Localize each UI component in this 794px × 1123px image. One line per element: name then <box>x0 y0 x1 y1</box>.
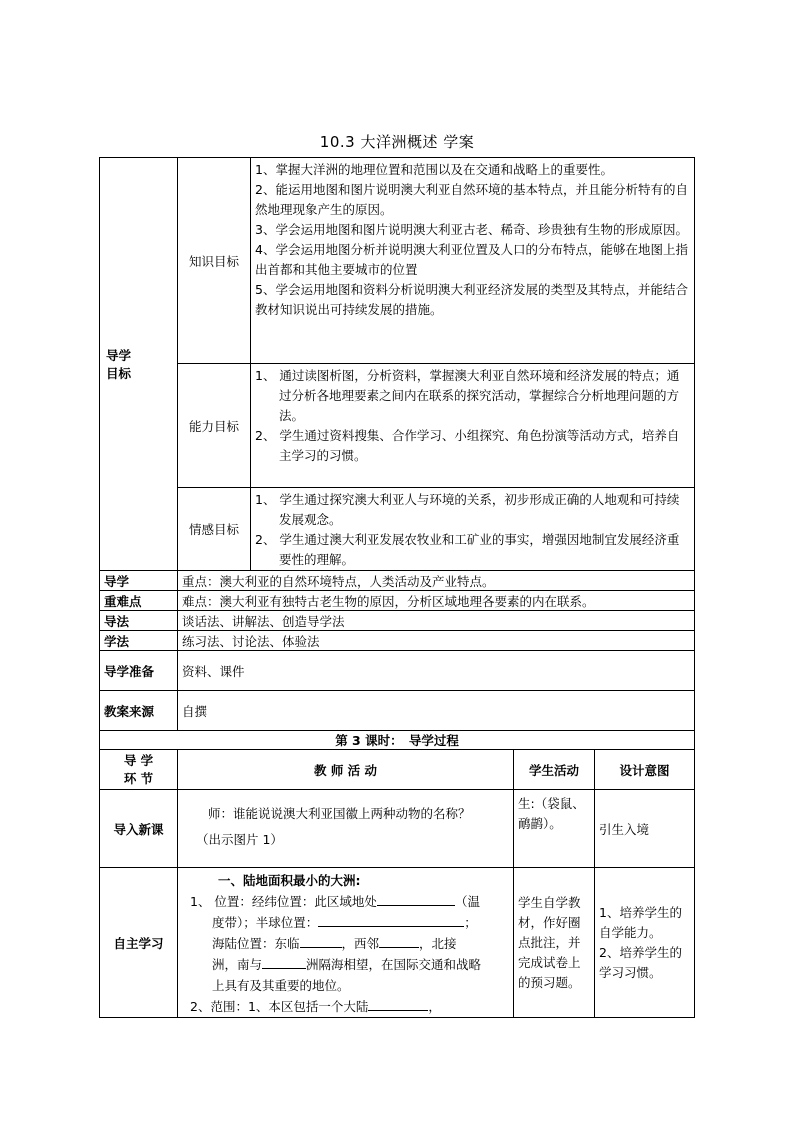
design-intro: 引生入境 <box>595 790 695 868</box>
stage-intro: 导入新课 <box>100 790 178 868</box>
design-self-study: 1、培养学生的自学能力。 2、培养学生的学习习惯。 <box>595 868 695 1018</box>
fill-text: 海陆位置：东临 <box>212 936 300 951</box>
source-label: 教案来源 <box>100 691 178 731</box>
teacher-note: （出示图片 1） <box>196 831 283 847</box>
knowledge-goal-list <box>251 158 695 364</box>
teacher-question: 师：谁能说说澳大利亚国徽上两种动物的名称？ <box>208 805 471 821</box>
fill-line <box>182 912 509 933</box>
blank <box>300 933 342 948</box>
fill-text: ； <box>464 915 477 930</box>
keypoints-label-top: 导学 <box>100 571 178 591</box>
fill-text: ，北接 <box>419 936 457 951</box>
stage-self-study: 自主学习 <box>100 868 178 1018</box>
fill-text: 1、 位置：经纬位置：此区域地处 <box>190 894 377 909</box>
knowledge-goal-label: 知识目标 <box>178 158 251 364</box>
list-item: 2、 学生通过澳大利亚发展农牧业和工矿业的事实，增强因地制宜发展经济重要性的理解。 <box>255 532 680 567</box>
lesson-header: 第 3 课时： 导学过程 <box>100 731 695 750</box>
fill-line <box>182 954 509 975</box>
stage-header: 导 学 环 节 <box>100 750 178 790</box>
emotion-goal-label: 情感目标 <box>178 488 251 571</box>
blank <box>368 996 428 1011</box>
preparation-label: 导学准备 <box>100 651 178 691</box>
teacher-header: 教 师 活 动 <box>178 750 514 790</box>
learn-method-value: 练习法、讨论法、体验法 <box>178 631 695 651</box>
blank <box>379 933 419 948</box>
teacher-activity-intro <box>178 790 514 868</box>
ability-goal-list <box>251 364 695 488</box>
fill-text: ，西邻 <box>341 936 380 951</box>
list-item: 2、能运用地图和图片说明澳大利亚自然环境的基本特点，并且能分析特有的自然地理现象产生的原因。 <box>255 182 688 217</box>
fill-line <box>182 933 509 954</box>
blank <box>377 891 455 906</box>
lesson-plan-table <box>99 157 695 1018</box>
source-value: 自撰 <box>178 691 695 731</box>
list-item: 1、 学生通过探究澳大利亚人与环境的关系，初步形成正确的人地观和可持续发展观念。 <box>255 492 680 527</box>
ability-goal-label: 能力目标 <box>178 364 251 488</box>
list-item: 1、掌握大洋洲的地理位置和范围以及在交通和战略上的重要性。 <box>255 162 613 177</box>
blank <box>262 954 306 969</box>
list-item: 3、学会运用地图和图片说明澳大利亚古老、稀奇、珍贵独有生物的形成原因。 <box>255 222 688 237</box>
keypoints-label-bottom: 重难点 <box>100 591 178 611</box>
fill-text: 2、范围：1、本区包括一个大陆 <box>190 999 369 1014</box>
learn-method-label: 学法 <box>100 631 178 651</box>
list-item: 5、学会运用地图和资料分析说明澳大利亚经济发展的类型及其特点，并能结合教材知识说出可持续发展的措施。 <box>255 282 688 317</box>
guide-method-value: 谈话法、讲解法、创造导学法 <box>178 611 695 631</box>
blank <box>318 912 464 927</box>
guide-method-label: 导法 <box>100 611 178 631</box>
emotion-goal-list <box>251 488 695 571</box>
student-activity-intro: 生:（袋鼠、鸸鹋）。 <box>514 790 595 868</box>
key-point: 重点：澳大利亚的自然环境特点，人类活动及产业特点。 <box>178 571 695 591</box>
preparation-value: 资料、课件 <box>178 651 695 691</box>
student-activity-self-study: 学生自学教材，作好圈点批注，并完成试卷上的预习题。 <box>514 868 595 1018</box>
fill-text: 洲隔海相望，在国际交通和战略 <box>306 957 482 972</box>
fill-text: 度带）；半球位置： <box>212 915 319 930</box>
list-item: 2、 学生通过资料搜集、合作学习、小组探究、角色扮演等活动方式，培养自主学习的习惯。 <box>255 428 680 463</box>
section-heading: 一、陆地面积最小的大洲: <box>218 873 361 888</box>
list-item: 4、学会运用地图分析并说明澳大利亚位置及人口的分布特点，能够在地图上指出首都和其他主要城市的位置 <box>255 242 688 277</box>
list-item: 1、 通过读图析图，分析资料，掌握澳大利亚自然环境和经济发展的特点；通过分析各地理要素之间内在联系的探究活动，掌握综合分析地理问题的方法。 <box>255 368 680 423</box>
fill-line <box>182 996 509 1017</box>
difficult-point: 难点：澳大利亚有独特古老生物的原因，分析区域地理各要素的内在联系。 <box>178 591 695 611</box>
design-header: 设计意图 <box>595 750 695 790</box>
goals-label: 导学 目标 <box>100 158 178 571</box>
fill-line: 上具有及其重要的地位。 <box>212 978 350 993</box>
fill-line <box>182 891 509 912</box>
student-header: 学生活动 <box>514 750 595 790</box>
fill-text: ， <box>428 999 441 1014</box>
teacher-activity-self-study <box>178 868 514 1018</box>
fill-text: （温 <box>454 894 480 909</box>
page-title: 10.3 大洋洲概述 学案 <box>319 133 475 151</box>
fill-text: 洲，南与 <box>212 957 263 972</box>
